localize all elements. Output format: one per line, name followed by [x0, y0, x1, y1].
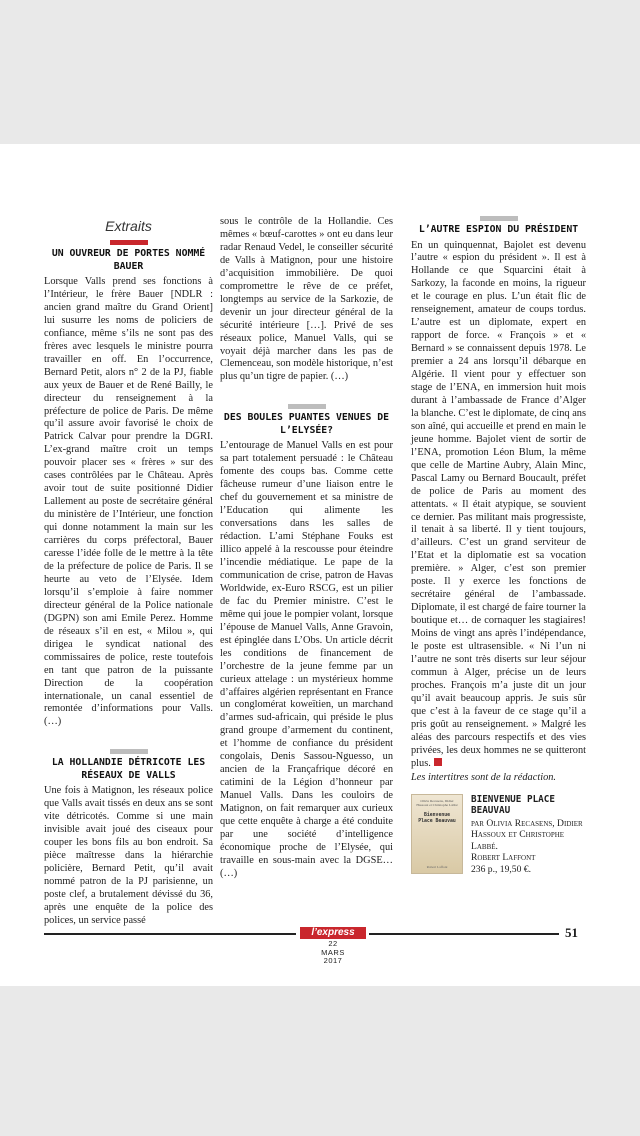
book-publisher: Robert Laffont: [471, 852, 536, 864]
page-number: 51: [565, 925, 578, 940]
footer-rule-left: [44, 933, 296, 935]
section-rule: [110, 240, 148, 245]
subheading-boules-puantes: DES BOULES PUANTES VENUES DE L’ELYSÉE?: [223, 412, 390, 436]
book-cover-publisher: Robert Laffont: [426, 864, 448, 869]
book-cover-authors: Olivia Recasens, Didier Hassoux et Christophe Labbé: [416, 798, 458, 807]
paragraph: Lorsque Valls prend ses fonctions à l’Intérieur, le frère Bauer [NDLR : ancien grand maître du Grand Orient] lui susurre les noms de policiers de confiance, même s’ils ne sont pas des frères avec lesquels le ministre pourra travailler en off. En l’occurrence, Bernard Petit, alors n° 2 de la PJ, fiable aux yeux de Bauer et de René Bailly, le directeur du renseignement à la préfecture de police de Paris. De même qu’il assure avoir favorisé le choix de Patrick Calvar pour prendre la DGRI. L’ex-grand maître croit un temps pouvoir placer ses « frères » sur des cases contrôlées par le Château. Après avoir tout de suite positionné Didier Lallement au poste de secrétaire général du ministère de l’Intérieur, une fonction qui donne notamment la main sur les carrières du corps préfectoral, Bauer caresse l’idée folle de le mettre à la tête de la préfecture de police de Paris. Il se heurte au veto de l’Elysée. Idem lorsqu’il s’emploie à faire nommer directeur général de la Police nationale (DGPN) son ami Emile Perez. Homme de réseaux s’il en est, « Milou », qui dirigea le syndicat national des commissaires de police, reste toutefois en tant que patron de la puissante Direction de la coopération internationale, un canal essentiel de remontée d’informations pour Valls. (…): [44, 276, 213, 728]
editor-note: Les intertitres sont de la rédaction.: [411, 771, 556, 783]
page-footer: [44, 925, 594, 969]
section-rule: [110, 749, 148, 754]
issue-month: MARS: [321, 947, 345, 957]
book-title: BIENVENUE PLACE BEAUVAU: [471, 793, 555, 816]
section-rule: [288, 404, 326, 409]
paragraph-text: En un quinquennat, Bajolet est devenu l’autre « espion du président ». Il est à Hollande ce que Squarcini était à Sarkozy, la faconde en moins, la rigueur et le courage en plus. L’un était flic de renseignement, amateur de coups tordus. L’autre est un diplomate, expert en rapport de force. « François » et « Bernard » se connaissent depuis 1978. Le premier a 24 ans lorsqu’il débarque en Algérie. Il vient pour y effectuer son stage de l’ENA, en immersion huit mois durant à l’ambassade de France d’Alger la blanche. C’est le diplomate, de cinq ans son aîné, qui accueille et prend en main le jeune homme. Bajolet vient de sortir de l’ENA, promotion Léon Blum, la même que celle de Martine Aubry, Alain Minc, Pascal Lamy ou Bernard Boucault, préfet de police de Paris au moment des attentats. « Il était atypique, se souvient ce dernier. Pas militant mais progressiste, il tenait à sa liberté. Il y tient toujours, d’ailleurs. C’est un grand serviteur de l’Etat et la diplomatie est sa vocation première. » Alger, c’est son premier poste. Il y exerce les fonctions de secrétaire général de l’ambassade. Diplomate, il est chargé de faire tourner la boutique et… de cornaquer les stagiaires! Moins de vingt ans après l’indépendance, le poste est ultrasensible. « Ni l’un ni l’autre ne sont très diserts sur leur séjour commun à Alger, précise un de leurs proches. François m’a juste dit un jour qu’il avait beaucoup appris. Je suis sûr que c’est à la faveur de ce stage qu’il a pris goût au renseignement. » Malgré les aléas des parcours respectifs et des vies privées, les deux hommes ne se quitteront plus.: [411, 239, 587, 769]
magazine-page: [0, 144, 640, 986]
section-rule: [480, 216, 518, 221]
paragraph: Une fois à Matignon, les réseaux police que Valls avait tissés en deux ans se sont vite détricotés. Comme si une main invisible avait joué des ciseaux pour couper les bons fils au bon endroit. Sa pièce maîtresse dans la hiérarchie policière, Bernard Petit, qu’il avait nommé patron de la PJ parisienne, un poste clef, a brutalement dévissé du 36, après une enquête de la police des polices, un service passé: [44, 785, 213, 926]
issue-date: [300, 940, 366, 966]
book-box: [411, 794, 586, 876]
subheading-ouvreur: UN OUVREUR DE PORTES NOMMÉ BAUER: [51, 248, 206, 272]
subheading-autre-espion: L’AUTRE ESPION DU PRÉSIDENT: [418, 224, 579, 235]
book-authors: par Olivia Recasens, Didier Hassoux et Christophe Labbé.: [471, 817, 583, 852]
paragraph: [411, 240, 586, 771]
book-info: [471, 794, 586, 876]
issue-day: 22: [328, 939, 338, 948]
book-cover-image: [411, 794, 463, 874]
paragraph: L’entourage de Manuel Valls en est pour sa part totalement persuadé : le Château fomente des coups bas. Comme cette fâcheuse rumeur d’une liaison entre le chef du gouvernement et sa ministre de l’Education qui alimente les conversations dans les salles de rédaction. L’ami Stéphane Fouks est illico appelé à la rescousse pour éteindre l’incendie médiatique. Le pape de la communication de crise, patron de Havas Worldwide, ex-Euro RSCG, est un pilier de fac du Premier ministre. C’est le même qui joue le pompier volant, lorsque l’épouse de Manuel Valls, Anne Gravoin, est épinglée dans L’Obs. Un article décrit les conditions de financement de l’orchestre de la jeune femme par un curieux attelage : un mystérieux homme d’affaires algérien représentant en France un conglomérat koweïtien, un marchand d’armes sud-africain, qui préside le plus grand groupe d’armement du continent, et l’homme de confiance du président congolais, Denis Sassou-Nguesso, un ancien de la Françafrique décoré en catimini de la Légion d’honneur par Manuel Valls. Dans les couloirs de Matignon, on fait remarquer aux curieux que cette enquête à charge a été conduite par une société d’intelligence économique proche de l’Elysée, qui travaille en sous-main avec la DGSE… (…): [220, 440, 393, 879]
subheading-hollandie: LA HOLLANDIE DÉTRICOTE LES RÉSEAUX DE VALLS: [51, 757, 206, 781]
kicker: Extraits: [105, 218, 152, 234]
book-cover-title: Bienvenue Place Beauvau: [418, 812, 456, 824]
book-details: 236 p., 19,50 €.: [471, 863, 531, 875]
column-1: [44, 216, 213, 928]
magazine-logo: l’express: [300, 927, 366, 939]
issue-year: 2017: [323, 956, 343, 966]
column-2: [220, 216, 393, 881]
column-3: [411, 216, 586, 876]
end-mark-icon: [434, 758, 442, 766]
footer-rule-right: [369, 933, 559, 935]
paragraph: sous le contrôle de la Hollandie. Ces mêmes « bœuf-carottes » ont eu dans leur radar Renaud Vedel, le conseiller sécurité de Valls à Matignon, pour une histoire d’acquisition immobilière. De quoi compromettre le rêve de ce préfet, longtemps au service de la Sarkozie, de devenir un jour directeur général de la sécurité intérieure […]. Privé de ses réseaux police, Manuel Valls, qui se voyait déjà marcher dans les pas de Clemenceau, son modèle historique, n’est plus qu’un tigre de papier. (…): [220, 216, 393, 383]
